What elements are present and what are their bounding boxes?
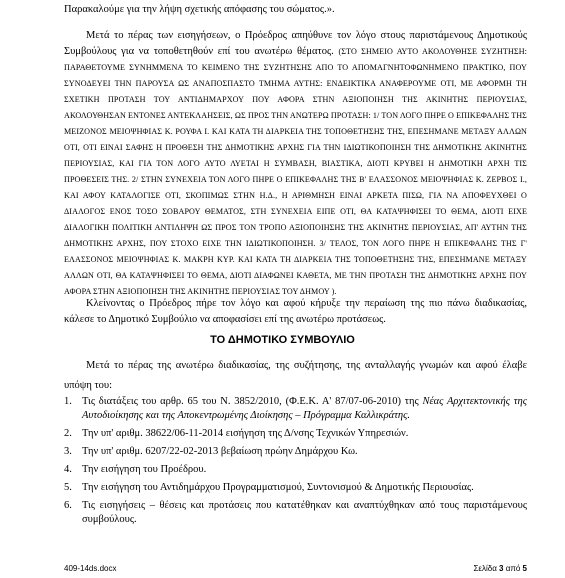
footer-filename: 409-14ds.docx [64, 564, 117, 573]
list-item-number: 5. [64, 482, 72, 493]
top-line: Παρακαλούμε για την λήψη σχετικής απόφασης του σώματος.». [64, 4, 335, 15]
list-item [64, 395, 527, 423]
closing-paragraph: Κλείνοντας ο Πρόεδρος πήρε τον λόγο και αφού κήρυξε την περαίωση της πιο πάνω διαδικασίας, κάλεσε το Δημοτικό Συμβούλιο να αποφασίσει επί της ανωτέρω προτάσεως. [64, 298, 527, 325]
list-item-number: 6. [64, 500, 72, 511]
footer-page-number [473, 564, 527, 573]
page-prefix: Σελίδα [473, 564, 500, 573]
page-separator: από [503, 564, 523, 573]
page-footer [64, 564, 527, 576]
intro-text: Μετά το πέρας των εισηγήσεων, ο Πρόεδρος απηύθυνε τον λόγο στους παριστάμενους Δημοτικούς Συμβούλους για να τοποθετηθούν επί του ανωτέρω θέματος. [64, 30, 527, 57]
list-item [64, 481, 527, 495]
list-item-text: Τις διατάξεις του αρθρ. 65 του Ν. 3852/2010, (Φ.Ε.Κ. Α' 87/07-06-2010) της [82, 396, 423, 407]
page-total: 5 [522, 564, 527, 573]
list-item-text: Την υπ' αριθμ. 6207/22-02-2013 βεβαίωση πρώην Δημάρχου Κω. [82, 446, 358, 457]
after-paragraph: Μετά το πέρας της ανωτέρω διαδικασίας, της συζήτησης, της ανταλλαγής γνωμών και αφού έλαβε υπόψη του: [64, 360, 527, 391]
list-item [64, 427, 527, 441]
list-item [64, 463, 527, 477]
considerations-list [64, 395, 527, 531]
page-current: 3 [499, 564, 504, 573]
list-item-italic-text: Νέας Αρχιτεκτονικής της Αυτοδιοίκησης και της Αποκεντρωμένης Διοίκησης – Πρόγραμμα Καλλικράτης. [82, 396, 527, 421]
intro-paragraph [64, 28, 527, 300]
discussion-summary-caps: (ΣΤΟ ΣΗΜΕΙΟ ΑΥΤΟ ΑΚΟΛΟΥΘΗΣΕ ΣΥΖΗΤΗΣΗ: ΠΑΡΑΘΕΤΟΥΜΕ ΣΥΝΗΜΜΕΝΑ ΤΟ ΚΕΙΜΕΝΟ ΤΗΣ ΣΥΖΗΤΗΣΗΣ ΑΠΟ ΤΟ ΑΠΟΜΑΓΝΗΤΟΦΩΝΗΜΕΝΟ ΠΡΑΚΤΙΚΟ, ΠΟΥ ΣΥΝΟΔΕΥΕΙ ΤΗΝ ΠΑΡΟΥΣΑ ΩΣ ΑΝΑΠΟΣΠΑΣΤΟ ΤΜΗΜΑ ΑΥΤΗΣ: ΕΝΔΕΙΚΤΙΚΑ ΑΝΑΦΕΡΟΥΜΕ ΟΤΙ, ΜΕ ΑΦΟΡΜΗ ΤΗ ΣΧΕΤΙΚΗ ΠΡΟΤΑΣΗ ΤΟΥ ΑΝΤΙΔΗΜΑΡΧΟΥ ΠΟΥ ΑΦΟΡΑ ΣΤΗΝ ΑΞΙΟΠΟΙΗΣΗ ΤΗΣ ΑΚΙΝΗΤΗΣ ΠΕΡΙΟΥΣΙΑΣ, ΑΚΟΛΟΥΘΗΣΑΝ ΕΝΤΟΝΕΣ ΑΝΤΕΚΛΑΗΣΕΙΣ, ΩΣ ΠΡΟΣ ΤΗΝ ΑΝΩΤΕΡΩ ΠΡΟΤΑΣΗ: 1/ ΤΟΝ ΛΟΓΟ ΠΗΡΕ Ο ΕΠΙΚΕΦΑΛΗΣ ΤΗΣ ΜΕΙΖΟΝΟΣ ΜΕΙΟΨΗΦΙΑΣ Κ. ΡΟΥΦΑ Ι. ΚΑΙ ΚΑΤΑ ΤΗ ΔΙΑΡΚΕΙΑ ΤΗΣ ΤΟΠΟΘΕΤΗΣΗΣ ΤΗΣ, ΕΠΕΣΗΜΑΝΕ ΜΕΤΑΞΥ ΑΛΛΩΝ ΟΤΙ, ΟΤΙ ΕΙΝΑΙ ΣΑΦΗΣ Η ΠΡΟΘΕΣΗ ΤΗΣ ΔΗΜΟΤΙΚΗΣ ΑΡΧΗΣ ΓΙΑ ΤΗΝ ΙΔΙΩΤΙΚΟΠΟΙΗΣΗ ΤΗΣ ΔΗΜΟΤΙΚΗΣ ΑΚΙΝΗΤΗΣ ΠΕΡΙΟΥΣΙΑΣ, ΚΑΙ ΓΙΑ ΤΟΝ ΛΟΓΟ ΑΥΤΟ ΛΥΕΤΑΙ Η ΣΥΜΒΑΣΗ, ΒΙΑΣΤΙΚΑ, ΔΙΟΤΙ ΚΡΥΒΕΙ Η ΔΗΜΟΤΙΚΗ ΑΡΧΗ ΤΙΣ ΠΡΟΘΕΣΕΙΣ ΤΗΣ. 2/ ΣΤΗΝ ΣΥΝΕΧΕΙΑ ΤΟΝ ΛΟΓΟ ΠΗΡΕ Ο ΕΠΙΚΕΦΑΛΗΣ ΤΗΣ Β' ΕΛΑΣΣΟΝΟΣ ΜΕΙΟΨΗΦΙΑΣ Κ. ΖΕΡΒΟΣ Ι., ΚΑΙ ΑΦΟΥ ΚΑΤΑΛΟΓΙΣΕ ΟΤΙ, ΣΚΟΠΙΜΩΣ ΣΤΗΝ Η.Δ., Η ΑΡΙΘΜΗΣΗ ΕΙΝΑΙ ΑΡΚΕΤΑ ΠΙΣΩ, ΓΙΑ ΝΑ ΑΠΟΦΕΥΧΘΕΙ Ο ΔΙΑΛΟΓΟΣ ΕΝΟΣ ΤΟΣΟ ΣΟΒΑΡΟΥ ΘΕΜΑΤΟΣ, ΣΤΗ ΣΥΝΕΧΕΙΑ ΕΙΠΕ ΟΤΙ, ΘΑ ΚΑΤΑΨΗΦΙΣΕΙ ΤΟ ΘΕΜΑ, ΔΙΟΤΙ ΕΙΧΕ ΔΙΑΛΟΓΙΚΗ ΠΟΛΙΤΙΚΗ ΑΝΤΙΛΗΨΗ ΩΣ ΠΡΟΣ ΤΟΝ ΤΡΟΠΟ ΑΞΙΟΠΟΙΗΣΗΣ ΤΗΣ ΑΚΙΝΗΤΗΣ ΠΕΡΙΟΥΣΙΑΣ, ΑΠ' ΑΥΤΗΝ ΤΗΣ ΔΗΜΟΤΙΚΗΣ ΑΡΧΗΣ, ΠΟΥ ΣΤΟΧΟ ΕΙΧΕ ΤΗΝ ΙΔΙΩΤΙΚΟΠΟΙΗΣΗ. 3/ ΤΕΛΟΣ, ΤΟΝ ΛΟΓΟ ΠΗΡΕ Η ΕΠΙΚΕΦΑΛΗΣ ΤΗΣ Γ' ΕΛΑΣΣΟΝΟΣ ΜΕΙΟΨΗΦΙΑΣ Κ. ΜΑΚΡΗ ΚΥΡ. ΚΑΙ ΚΑΤΑ ΤΗ ΔΙΑΡΚΕΙΑ ΤΗΣ ΤΟΠΟΘΕΤΗΣΗΣ ΤΗΣ, ΕΠΕΣΗΜΑΝΕ ΜΕΤΑΞΥ ΑΛΛΩΝ ΟΤΙ, ΘΑ ΚΑΤΑΨΗΦΙΣΕΙ ΤΟ ΘΕΜΑ, ΔΙΟΤΙ ΔΙΑΦΩΝΕΙ ΚΑΘΕΤΑ, ΜΕ ΤΗΝ ΠΡΟΤΑΣΗ ΤΗΣ ΔΗΜΟΤΙΚΗΣ ΑΡΧΗΣ ΠΟΥ ΑΦΟΡΑ ΣΤΗΝ ΑΞΙΟΠΟΙΗΣΗ ΤΗΣ ΑΚΙΝΗΤΗΣ ΠΕΡΙΟΥΣΙΑΣ ΤΟΥ ΔΗΜΟΥ ). [64, 47, 528, 296]
list-item-number: 1. [64, 396, 72, 407]
list-item-text: Την εισήγηση του Αντιδημάρχου Προγραμματισμού, Συντονισμού & Δημοτικής Περιουσίας. [82, 482, 474, 493]
list-item-text: Τις εισηγήσεις – θέσεις και προτάσεις που κατατέθηκαν και αναπτύχθηκαν από τους παριστάμενους συμβούλους. [82, 500, 527, 525]
list-item-text: Την υπ' αριθμ. 38622/06-11-2014 εισήγηση της Δ/νσης Τεχνικών Υπηρεσιών. [82, 428, 409, 439]
list-item-number: 3. [64, 446, 72, 457]
list-item-number: 4. [64, 464, 72, 475]
section-heading: ΤΟ ΔΗΜΟΤΙΚΟ ΣΥΜΒΟΥΛΙΟ [210, 334, 355, 346]
list-item [64, 445, 527, 459]
list-item-text: Την εισήγηση του Προέδρου. [82, 464, 207, 475]
list-item-number: 2. [64, 428, 72, 439]
list-item [64, 499, 527, 527]
